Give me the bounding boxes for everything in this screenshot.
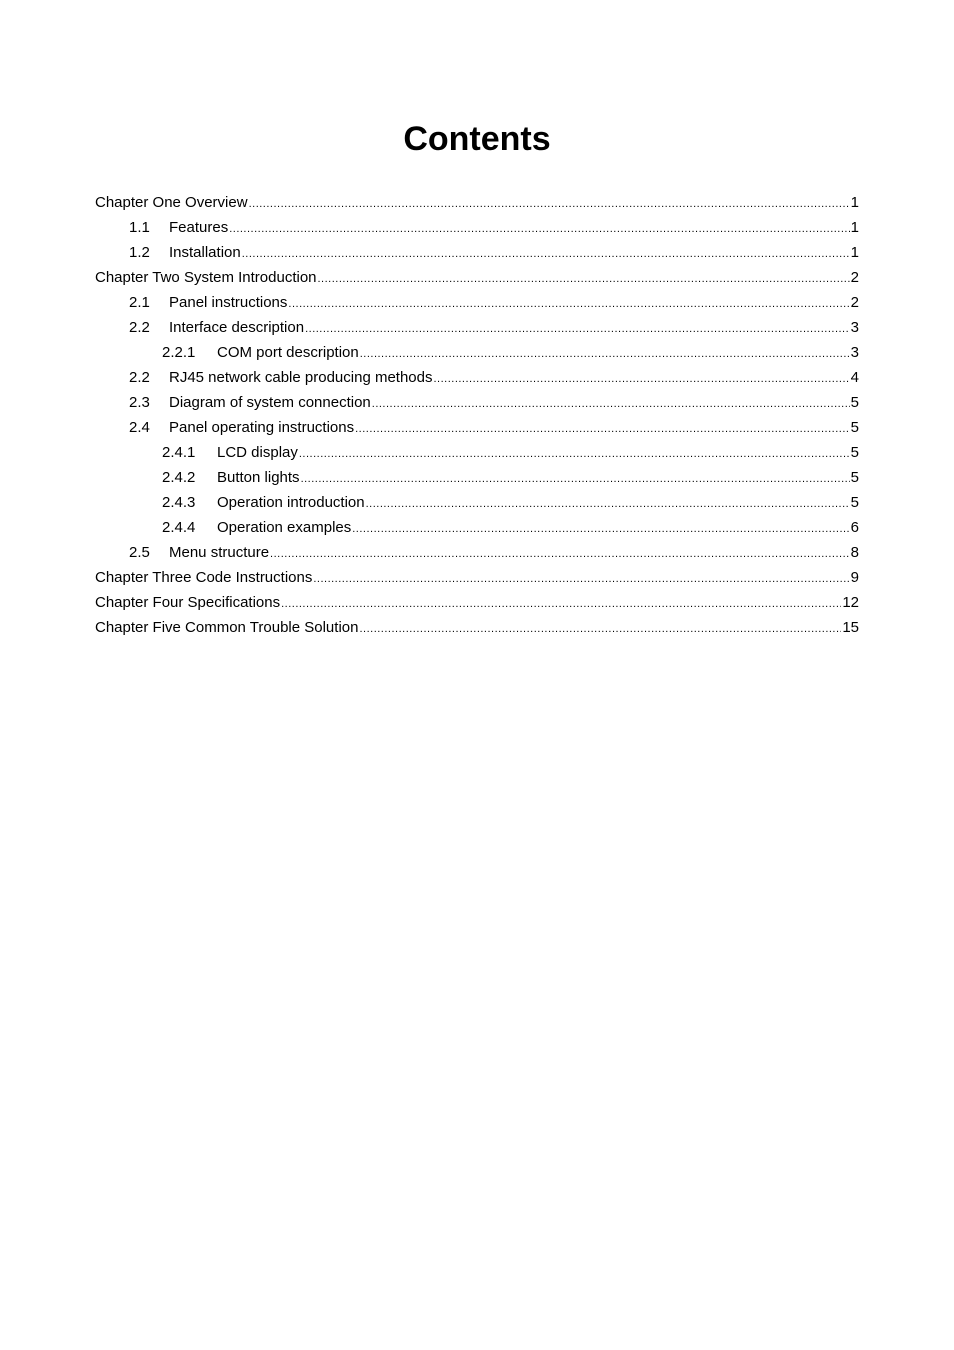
toc-dot-leader [318, 267, 850, 292]
toc-dot-leader [355, 417, 850, 442]
toc-entry-number: 2.1 [129, 294, 150, 311]
toc-dot-leader [360, 342, 850, 367]
toc-entry-number: 2.2 [129, 319, 150, 336]
toc-dot-leader [288, 292, 849, 317]
toc-entry-page-number: 3 [850, 344, 859, 361]
toc-entry-page-number: 5 [850, 444, 859, 461]
toc-entry-number: 2.4.4 [162, 519, 196, 536]
toc-entry[interactable] [95, 240, 859, 265]
toc-entry-title: Button lights [217, 469, 300, 486]
toc-entry-title: Panel instructions [169, 294, 288, 311]
toc-entry-page-number: 12 [842, 594, 859, 611]
toc-entry-page-number: 1 [850, 194, 859, 211]
toc-entry-title: RJ45 network cable producing methods [169, 369, 433, 386]
toc-dot-leader [366, 492, 850, 517]
toc-dot-leader [242, 242, 850, 267]
toc-dot-leader [270, 542, 850, 567]
toc-entry-page-number: 6 [850, 519, 859, 536]
toc-entry[interactable] [95, 465, 859, 490]
toc-entry-number: 2.4.3 [162, 494, 196, 511]
toc-entry-title: Installation [169, 244, 241, 261]
toc-dot-leader [359, 617, 841, 642]
toc-entry[interactable] [95, 190, 859, 215]
toc-entry-number: 2.5 [129, 544, 150, 561]
toc-dot-leader [229, 217, 849, 242]
toc-entry-title: Chapter One Overview [95, 194, 248, 211]
toc-entry-number: 1.2 [129, 244, 150, 261]
toc-dot-leader [299, 442, 850, 467]
toc-entry-page-number: 4 [850, 369, 859, 386]
toc-entry-title: COM port description [217, 344, 359, 361]
toc-dot-leader [281, 592, 841, 617]
table-of-contents [95, 190, 859, 640]
toc-entry-title: Operation examples [217, 519, 352, 536]
toc-entry[interactable] [95, 590, 859, 615]
toc-entry-page-number: 1 [850, 244, 859, 261]
toc-entry[interactable] [95, 515, 859, 540]
page-title: Contents [403, 120, 551, 158]
toc-dot-leader [249, 192, 850, 217]
toc-dot-leader [352, 517, 849, 542]
toc-dot-leader [372, 392, 850, 417]
toc-entry-page-number: 2 [850, 294, 859, 311]
toc-entry-page-number: 8 [850, 544, 859, 561]
toc-entry-page-number: 5 [850, 494, 859, 511]
toc-dot-leader [301, 467, 850, 492]
toc-entry-title: Interface description [169, 319, 305, 336]
toc-entry-page-number: 2 [850, 269, 859, 286]
toc-entry-number: 2.2.1 [162, 344, 196, 361]
toc-entry-page-number: 5 [850, 469, 859, 486]
toc-entry[interactable] [95, 565, 859, 590]
toc-entry[interactable] [95, 390, 859, 415]
toc-entry-page-number: 3 [850, 319, 859, 336]
toc-entry-title: Chapter Two System Introduction [95, 269, 317, 286]
toc-entry-title: Menu structure [169, 544, 270, 561]
toc-entry-title: Panel operating instructions [169, 419, 355, 436]
toc-entry[interactable] [95, 265, 859, 290]
toc-entry[interactable] [95, 215, 859, 240]
toc-entry-title: Chapter Five Common Trouble Solution [95, 619, 359, 636]
toc-entry-title: Features [169, 219, 229, 236]
toc-entry-page-number: 5 [850, 394, 859, 411]
toc-dot-leader [313, 567, 849, 592]
toc-entry[interactable] [95, 440, 859, 465]
toc-entry-title: Chapter Four Specifications [95, 594, 281, 611]
toc-entry[interactable] [95, 490, 859, 515]
toc-dot-leader [305, 317, 850, 342]
toc-entry-title: LCD display [217, 444, 298, 461]
toc-entry-title: Chapter Three Code Instructions [95, 569, 313, 586]
toc-entry-page-number: 5 [850, 419, 859, 436]
toc-entry-number: 2.3 [129, 394, 150, 411]
toc-entry-page-number: 15 [842, 619, 859, 636]
toc-entry-page-number: 9 [850, 569, 859, 586]
toc-entry-title: Diagram of system connection [169, 394, 371, 411]
toc-entry-number: 2.2 [129, 369, 150, 386]
toc-entry[interactable] [95, 615, 859, 640]
toc-entry[interactable] [95, 340, 859, 365]
toc-entry[interactable] [95, 415, 859, 440]
toc-entry-page-number: 1 [850, 219, 859, 236]
toc-entry-title: Operation introduction [217, 494, 365, 511]
toc-entry-number: 1.1 [129, 219, 150, 236]
toc-entry[interactable] [95, 540, 859, 565]
toc-entry[interactable] [95, 315, 859, 340]
toc-entry-number: 2.4 [129, 419, 150, 436]
toc-entry-number: 2.4.2 [162, 469, 196, 486]
toc-entry[interactable] [95, 365, 859, 390]
toc-dot-leader [433, 367, 849, 392]
toc-entry[interactable] [95, 290, 859, 315]
toc-entry-number: 2.4.1 [162, 444, 196, 461]
